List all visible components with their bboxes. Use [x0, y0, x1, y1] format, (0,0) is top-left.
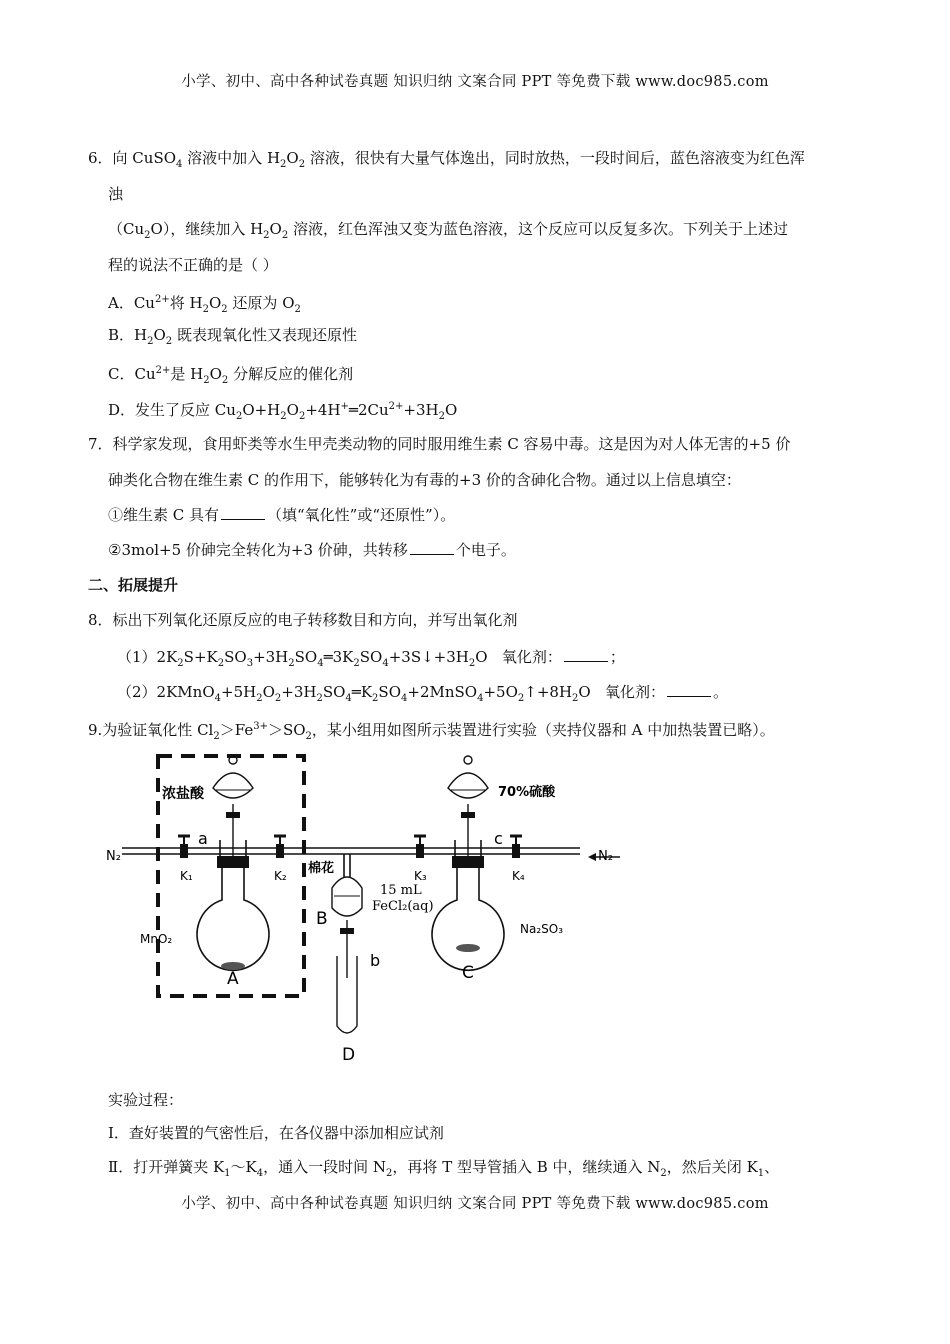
label-n2-right: N₂: [598, 849, 613, 864]
label-flask-a: A: [227, 969, 239, 989]
apparatus-diagram: [100, 748, 620, 1068]
q7-sub2: ②3mol+5 价砷完全转化为+3 价砷，共转移 个电子。: [108, 541, 516, 559]
q9-step1: Ⅰ．查好装置的气密性后，在各仪器中添加相应试剂: [108, 1124, 444, 1142]
q8-line1: 8．标出下列氧化还原反应的电子转移数目和方向，并写出氧化剂: [88, 611, 518, 629]
section-title: 二、拓展提升: [88, 576, 179, 594]
label-h2so4: 70%硫酸: [498, 785, 556, 800]
q6-line2: 浊: [108, 185, 124, 203]
label-tube-d: D: [342, 1045, 356, 1065]
q6-option-c: C．$Cu^{2+}$是 $H_2O_2$ 分解反应的催化剂: [108, 365, 354, 386]
q9-step2: Ⅱ．打开弹簧夹 $K_1\sim K_4$，通入一段时间 $N_2$，再将 T 型导管插入 B 中，继续通入 $N_2$，然后关闭 $K_1$、: [108, 1158, 780, 1179]
page-header: 小学、初中、高中各种试卷真题 知识归纳 文案合同 PPT 等免费下载 www.doc985.com: [181, 74, 769, 90]
label-k3: K₃: [414, 869, 427, 883]
answer-blank: [221, 505, 265, 520]
label-funnel-b: B: [316, 909, 328, 929]
q6-option-a: A．$Cu^{2+}$将 $H_2O_2$ 还原为 $O_2$: [108, 294, 301, 315]
label-volume: 15 mL: [380, 883, 422, 898]
answer-blank: [410, 540, 454, 555]
q6-line1: 6．向 CuSO$_4$ 溶液中加入 $H_2O_2$ 溶液，很快有大量气体逸出，同时放热，一段时间后，蓝色溶液变为红色浑: [88, 149, 805, 170]
label-conc-hcl: 浓盐酸: [162, 786, 204, 802]
label-cotton: 棉花: [308, 861, 335, 876]
separatory-funnel-c: [448, 756, 488, 856]
arrow-head-icon: [588, 853, 596, 861]
q7-sub1: ①维生素 C 具有 （填“氧化性”或“还原性”）。: [108, 506, 456, 524]
label-n2-left: N₂: [106, 849, 121, 864]
q6-option-b: B．$H_2O_2$ 既表现氧化性又表现还原性: [108, 326, 357, 347]
q6-line4: 程的说法不正确的是（ ）: [108, 256, 278, 274]
label-k2: K₂: [274, 869, 287, 883]
q6-option-d: D．发生了反应 $Cu_2O+H_2O_2+4H^+═2Cu^{2+}+3H_2O$: [108, 401, 458, 422]
q7-line1: 7．科学家发现，食用虾类等水生甲壳类动物的同时服用维生素 C 容易中毒。这是因为对人体无害的+5 价: [88, 435, 791, 453]
label-na2so3: Na₂SO₃: [520, 922, 564, 936]
label-k4: K₄: [512, 869, 525, 883]
label-b-small: b: [370, 951, 381, 970]
label-c-small: c: [494, 829, 503, 848]
page-footer: 小学、初中、高中各种试卷真题 知识归纳 文案合同 PPT 等免费下载 www.doc985.com: [181, 1196, 769, 1212]
q8-reaction2: $(2)2KMnO_4+5H_2O_2+3H_2SO_4═K_2SO_4+2MnSO_4+5O_2↑+8H_2O$ 氧化剂： 。: [117, 683, 729, 704]
answer-blank: [667, 682, 711, 697]
label-mno2: MnO₂: [140, 932, 173, 946]
q8-reaction1: $(1)2K_2S+K_2SO_3+3H_2SO_4═3K_2SO_4+3S↓+3H_2O$ 氧化剂： ；: [117, 648, 625, 669]
answer-blank: [564, 647, 608, 662]
q6-line3: $(Cu_2O)$，继续加入 $H_2O_2$ 溶液，红色浑浊又变为蓝色溶液，这个反应可以反复多次。下列关于上述过: [108, 220, 789, 241]
separatory-funnel-a: [213, 756, 253, 856]
label-fecl2: FeCl₂(aq): [372, 899, 434, 914]
q7-line2: 砷类化合物在维生素 C 的作用下，能够转化为有毒的+3 价的含砷化合物。通过以上信息填空：: [108, 471, 741, 489]
label-a: a: [198, 829, 208, 848]
label-flask-c: C: [462, 963, 474, 983]
q9-procedure: 实验过程：: [108, 1091, 184, 1109]
q9-line1: 9.为验证氧化性 $Cl_2>Fe^{3+}>SO_2$，某小组用如图所示装置进行实验（夹持仪器和 A 中加热装置已略）。: [88, 721, 775, 742]
flask-c: [432, 840, 504, 970]
flask-a: [197, 840, 269, 970]
label-k1: K₁: [180, 869, 193, 883]
